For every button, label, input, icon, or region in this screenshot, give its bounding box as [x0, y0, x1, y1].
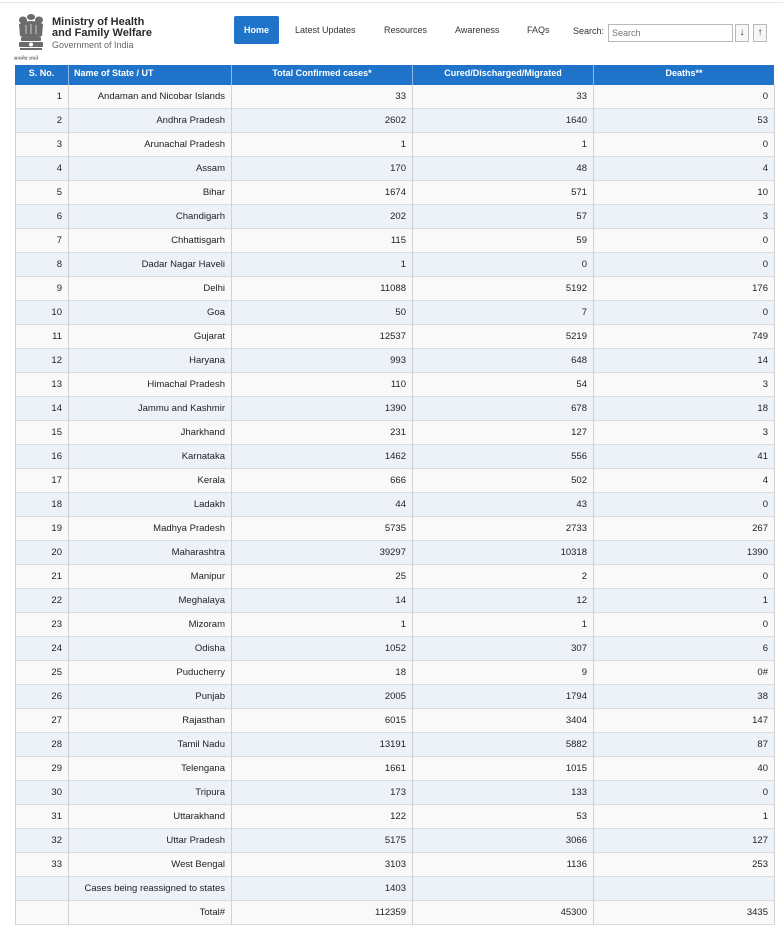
cured-cell: 5219	[412, 325, 593, 349]
cured-cell: 9	[412, 661, 593, 685]
serial-no-cell: 15	[51, 427, 62, 438]
serial-no-cell: 2	[56, 115, 62, 126]
nav-faqs[interactable]: FAQs	[527, 25, 550, 35]
header-cured-discharged[interactable]: Cured/Discharged/Migrated	[412, 65, 593, 85]
state-name-cell: Total#	[68, 901, 231, 925]
sort-up-button[interactable]: ↑	[753, 24, 767, 42]
cured-cell: 307	[412, 637, 593, 661]
confirmed-cases-cell: 5175	[231, 829, 412, 853]
table-row	[15, 637, 774, 661]
table-right-border	[774, 85, 775, 925]
serial-no-cell: 8	[56, 259, 62, 270]
cured-cell: 12	[412, 589, 593, 613]
serial-no-cell: 32	[51, 835, 62, 846]
nav-home[interactable]: Home	[234, 16, 279, 44]
state-name-cell: Maharashtra	[68, 541, 231, 565]
state-name-cell: Punjab	[68, 685, 231, 709]
state-name-cell: Odisha	[68, 637, 231, 661]
search-input[interactable]	[608, 24, 733, 42]
cured-cell: 5192	[412, 277, 593, 301]
cured-cell: 1015	[412, 757, 593, 781]
confirmed-cases-cell: 1674	[231, 181, 412, 205]
confirmed-cases-cell: 110	[231, 373, 412, 397]
table-left-border	[15, 85, 16, 925]
deaths-cell: 0	[593, 493, 774, 517]
cured-cell: 48	[412, 157, 593, 181]
confirmed-cases-cell: 1052	[231, 637, 412, 661]
cured-cell: 556	[412, 445, 593, 469]
table-row	[15, 445, 774, 469]
confirmed-cases-cell: 2602	[231, 109, 412, 133]
table-row	[15, 85, 774, 109]
serial-no-cell: 11	[52, 331, 62, 342]
cured-cell: 10318	[412, 541, 593, 565]
confirmed-cases-cell: 1	[231, 613, 412, 637]
cured-cell: 7	[412, 301, 593, 325]
deaths-cell: 41	[593, 445, 774, 469]
table-row	[15, 493, 774, 517]
confirmed-cases-cell: 6015	[231, 709, 412, 733]
cured-cell: 2733	[412, 517, 593, 541]
serial-no-cell: 30	[51, 787, 62, 798]
deaths-cell: 0	[593, 781, 774, 805]
cured-cell: 1	[412, 613, 593, 637]
table-row	[15, 541, 774, 565]
serial-no-cell: 20	[51, 547, 62, 558]
confirmed-cases-cell: 993	[231, 349, 412, 373]
deaths-cell: 3	[593, 205, 774, 229]
serial-no-cell: 19	[51, 523, 62, 534]
cured-cell: 45300	[412, 901, 593, 925]
table-row	[15, 877, 774, 901]
cured-cell: 502	[412, 469, 593, 493]
table-row	[15, 733, 774, 757]
table-row	[15, 781, 774, 805]
confirmed-cases-cell: 5735	[231, 517, 412, 541]
confirmed-cases-cell: 231	[231, 421, 412, 445]
deaths-cell: 4	[593, 157, 774, 181]
table-row	[15, 757, 774, 781]
state-name-cell: Madhya Pradesh	[68, 517, 231, 541]
state-name-cell: Tripura	[68, 781, 231, 805]
serial-no-cell: 7	[56, 235, 62, 246]
state-name-cell: Jharkhand	[68, 421, 231, 445]
table-row	[15, 565, 774, 589]
confirmed-cases-cell: 1	[231, 253, 412, 277]
serial-no-cell: 14	[51, 403, 62, 414]
deaths-cell: 10	[593, 181, 774, 205]
serial-no-cell: 21	[51, 571, 62, 582]
deaths-cell: 253	[593, 853, 774, 877]
cured-cell: 53	[412, 805, 593, 829]
state-name-cell: Dadar Nagar Haveli	[68, 253, 231, 277]
table-row	[15, 133, 774, 157]
state-name-cell: Tamil Nadu	[68, 733, 231, 757]
cured-cell: 1794	[412, 685, 593, 709]
serial-no-cell: 9	[56, 283, 62, 294]
confirmed-cases-cell: 3103	[231, 853, 412, 877]
serial-no-cell: 17	[51, 475, 62, 486]
nav-resources[interactable]: Resources	[384, 25, 428, 35]
deaths-cell: 176	[593, 277, 774, 301]
nav-awareness[interactable]: Awareness	[455, 25, 500, 35]
cured-cell: 1	[412, 133, 593, 157]
deaths-cell: 14	[593, 349, 774, 373]
cured-cell: 33	[412, 85, 593, 109]
deaths-cell	[593, 877, 774, 901]
table-row	[15, 901, 774, 925]
state-name-cell: Andhra Pradesh	[68, 109, 231, 133]
cured-cell: 0	[412, 253, 593, 277]
serial-no-cell: 28	[51, 739, 62, 750]
confirmed-cases-cell: 115	[231, 229, 412, 253]
table-row	[15, 829, 774, 853]
confirmed-cases-cell: 170	[231, 157, 412, 181]
table-row	[15, 181, 774, 205]
serial-no-cell: 3	[56, 139, 62, 150]
state-name-cell: Telengana	[68, 757, 231, 781]
state-name-cell: Bihar	[68, 181, 231, 205]
state-name-cell: Ladakh	[68, 493, 231, 517]
table-header	[15, 65, 774, 85]
table-row	[15, 157, 774, 181]
serial-no-cell: 12	[51, 355, 62, 366]
serial-no-cell	[15, 877, 68, 901]
deaths-cell: 749	[593, 325, 774, 349]
state-name-cell: Gujarat	[68, 325, 231, 349]
serial-no-cell: 4	[56, 163, 62, 174]
confirmed-cases-cell: 25	[231, 565, 412, 589]
confirmed-cases-cell: 1	[231, 133, 412, 157]
deaths-cell: 6	[593, 637, 774, 661]
cured-cell: 3066	[412, 829, 593, 853]
cured-cell: 133	[412, 781, 593, 805]
state-name-cell: West Bengal	[68, 853, 231, 877]
deaths-cell: 1	[593, 805, 774, 829]
state-name-cell: Arunachal Pradesh	[68, 133, 231, 157]
ministry-brand[interactable]	[52, 17, 152, 51]
serial-no-cell: 16	[51, 451, 62, 462]
table-row	[15, 589, 774, 613]
serial-no-cell: 31	[51, 811, 62, 822]
deaths-cell: 0	[593, 565, 774, 589]
serial-no-cell: 6	[56, 211, 62, 222]
confirmed-cases-cell: 2005	[231, 685, 412, 709]
table-row	[15, 709, 774, 733]
cured-cell: 127	[412, 421, 593, 445]
deaths-cell: 0#	[593, 661, 774, 685]
state-name-cell: Goa	[68, 301, 231, 325]
cured-cell: 571	[412, 181, 593, 205]
deaths-cell: 127	[593, 829, 774, 853]
table-row	[15, 349, 774, 373]
table-row	[15, 301, 774, 325]
state-name-cell: Assam	[68, 157, 231, 181]
deaths-cell: 0	[593, 301, 774, 325]
cured-cell: 59	[412, 229, 593, 253]
table-row	[15, 421, 774, 445]
confirmed-cases-cell: 33	[231, 85, 412, 109]
search-label: Search:	[573, 26, 605, 36]
state-name-cell: Jammu and Kashmir	[68, 397, 231, 421]
deaths-cell: 0	[593, 253, 774, 277]
confirmed-cases-cell: 122	[231, 805, 412, 829]
emblem-caption: सत्यमेव जयते	[14, 56, 39, 62]
confirmed-cases-cell: 112359	[231, 901, 412, 925]
state-name-cell: Chhattisgarh	[68, 229, 231, 253]
confirmed-cases-cell: 11088	[231, 277, 412, 301]
deaths-cell: 87	[593, 733, 774, 757]
state-name-cell: Uttar Pradesh	[68, 829, 231, 853]
state-name-cell: Chandigarh	[68, 205, 231, 229]
table-row	[15, 805, 774, 829]
cured-cell: 648	[412, 349, 593, 373]
serial-no-cell: 26	[51, 691, 62, 702]
state-name-cell: Himachal Pradesh	[68, 373, 231, 397]
table-row	[15, 613, 774, 637]
table-row	[15, 469, 774, 493]
cured-cell: 54	[412, 373, 593, 397]
cured-cell	[412, 877, 593, 901]
serial-no-cell: 1	[56, 91, 62, 102]
confirmed-cases-cell: 1403	[231, 877, 412, 901]
serial-no-cell: 10	[51, 307, 62, 318]
cured-cell: 1640	[412, 109, 593, 133]
deaths-cell: 3	[593, 421, 774, 445]
serial-no-cell: 18	[51, 499, 62, 510]
deaths-cell: 0	[593, 85, 774, 109]
confirmed-cases-cell: 14	[231, 589, 412, 613]
table-row	[15, 109, 774, 133]
deaths-cell: 53	[593, 109, 774, 133]
confirmed-cases-cell: 666	[231, 469, 412, 493]
confirmed-cases-cell: 1390	[231, 397, 412, 421]
serial-no-cell: 25	[51, 667, 62, 678]
state-name-cell: Uttarakhand	[68, 805, 231, 829]
serial-no-cell: 24	[51, 643, 62, 654]
deaths-cell: 3435	[593, 901, 774, 925]
serial-no-cell	[15, 901, 68, 925]
confirmed-cases-cell: 173	[231, 781, 412, 805]
table-row	[15, 685, 774, 709]
deaths-cell: 38	[593, 685, 774, 709]
cured-cell: 678	[412, 397, 593, 421]
nav-latest-updates[interactable]: Latest Updates	[295, 25, 356, 35]
state-name-cell: Haryana	[68, 349, 231, 373]
confirmed-cases-cell: 13191	[231, 733, 412, 757]
state-name-cell: Cases being reassigned to states	[68, 877, 231, 901]
table-row	[15, 253, 774, 277]
cured-cell: 3404	[412, 709, 593, 733]
header-deaths[interactable]: Deaths**	[593, 65, 774, 85]
deaths-cell: 1390	[593, 541, 774, 565]
confirmed-cases-cell: 50	[231, 301, 412, 325]
brand-subtitle: Government of India	[52, 40, 134, 50]
confirmed-cases-cell: 1462	[231, 445, 412, 469]
confirmed-cases-cell: 39297	[231, 541, 412, 565]
serial-no-cell: 22	[51, 595, 62, 606]
header-serial-no[interactable]: S. No.	[28, 68, 55, 78]
table-row	[15, 229, 774, 253]
table-row	[15, 661, 774, 685]
brand-title-line1: Ministry of Health	[52, 16, 145, 28]
state-name-cell: Andaman and Nicobar Islands	[68, 85, 231, 109]
table-row	[15, 517, 774, 541]
table-row	[15, 397, 774, 421]
table-row	[15, 853, 774, 877]
deaths-cell: 40	[593, 757, 774, 781]
state-name-cell: Karnataka	[68, 445, 231, 469]
confirmed-cases-cell: 18	[231, 661, 412, 685]
deaths-cell: 0	[593, 229, 774, 253]
serial-no-cell: 29	[51, 763, 62, 774]
deaths-cell: 0	[593, 133, 774, 157]
deaths-cell: 0	[593, 613, 774, 637]
cured-cell: 2	[412, 565, 593, 589]
serial-no-cell: 13	[51, 379, 62, 390]
table-row	[15, 277, 774, 301]
cured-cell: 5882	[412, 733, 593, 757]
cured-cell: 57	[412, 205, 593, 229]
confirmed-cases-cell: 202	[231, 205, 412, 229]
deaths-cell: 4	[593, 469, 774, 493]
deaths-cell: 3	[593, 373, 774, 397]
serial-no-cell: 27	[51, 715, 62, 726]
cured-cell: 1136	[412, 853, 593, 877]
header-confirmed-cases[interactable]: Total Confirmed cases*	[231, 65, 412, 85]
state-name-cell: Mizoram	[68, 613, 231, 637]
table-row	[15, 325, 774, 349]
deaths-cell: 1	[593, 589, 774, 613]
table-row	[15, 205, 774, 229]
state-name-cell: Delhi	[68, 277, 231, 301]
confirmed-cases-cell: 1661	[231, 757, 412, 781]
deaths-cell: 18	[593, 397, 774, 421]
header-state-name[interactable]: Name of State / UT	[68, 65, 231, 85]
confirmed-cases-cell: 44	[231, 493, 412, 517]
deaths-cell: 267	[593, 517, 774, 541]
state-name-cell: Manipur	[68, 565, 231, 589]
serial-no-cell: 23	[51, 619, 62, 630]
confirmed-cases-cell: 12537	[231, 325, 412, 349]
sort-down-button[interactable]: ↓	[735, 24, 749, 42]
state-name-cell: Puducherry	[68, 661, 231, 685]
brand-title-line2: and Family Welfare	[52, 27, 153, 39]
state-name-cell: Kerala	[68, 469, 231, 493]
serial-no-cell: 5	[56, 187, 62, 198]
deaths-cell: 147	[593, 709, 774, 733]
state-cases-table	[15, 85, 774, 925]
cured-cell: 43	[412, 493, 593, 517]
table-row	[15, 373, 774, 397]
state-name-cell: Rajasthan	[68, 709, 231, 733]
serial-no-cell: 33	[51, 859, 62, 870]
state-name-cell: Meghalaya	[68, 589, 231, 613]
